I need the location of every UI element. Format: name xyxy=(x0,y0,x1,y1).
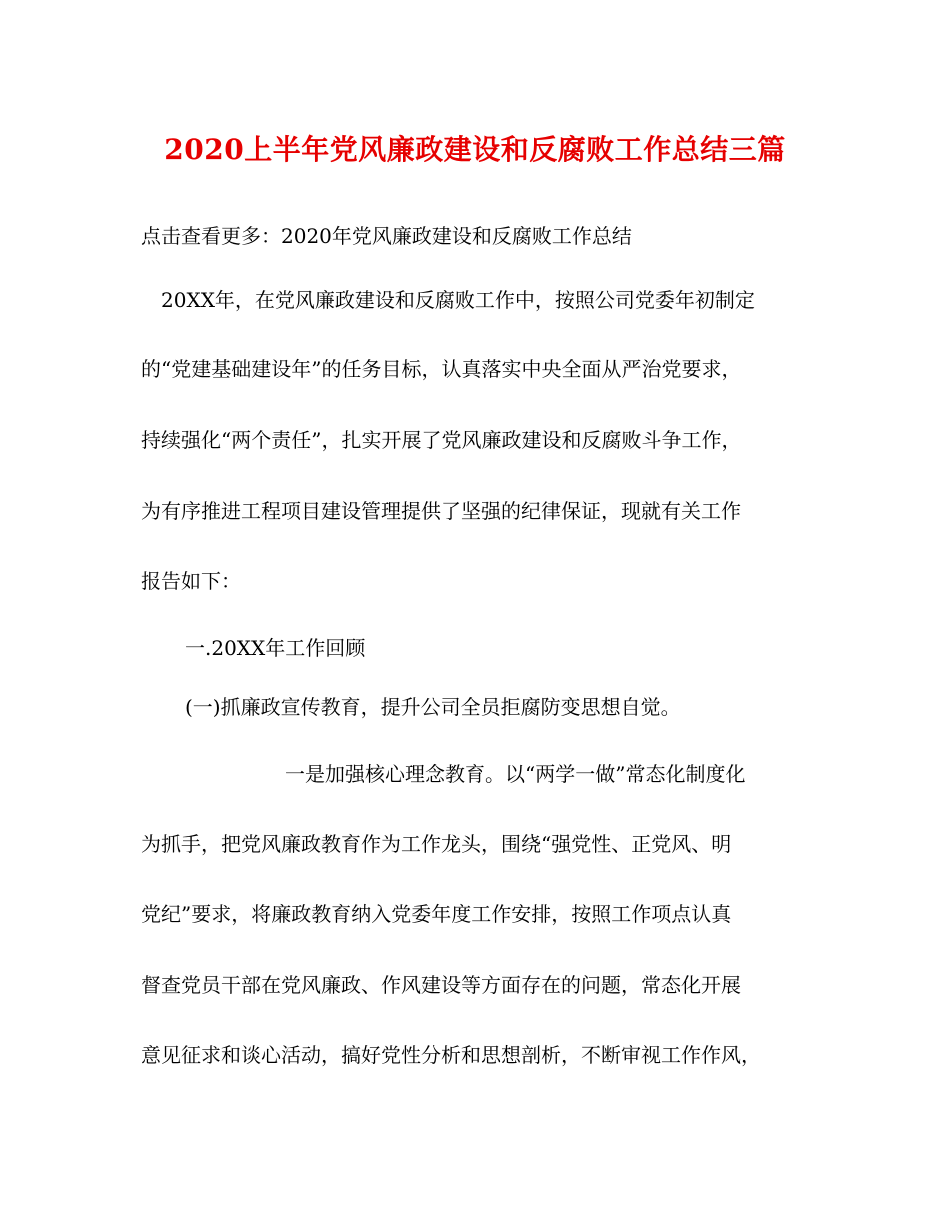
link-line-more[interactable]: 点击查看更多：2020年党风廉政建设和反腐败工作总结 xyxy=(141,224,632,248)
paragraph-line: 为有序推进工程项目建设管理提供了坚强的纪律保证，现就有关工作 xyxy=(141,499,741,523)
paragraph-line: 意见征求和谈心活动，搞好党性分析和思想剖析，不断审视工作作风， xyxy=(141,1043,761,1067)
paragraph-line: 党纪”要求，将廉政教育纳入党委年度工作安排，按照工作项点认真 xyxy=(141,902,732,926)
paragraph-line: 一是加强核心理念教育。以“两学一做”常态化制度化 xyxy=(285,762,746,786)
section-heading: 一.20XX年工作回顾 xyxy=(185,636,366,660)
paragraph-line: 报告如下： xyxy=(141,569,241,593)
subsection-heading: (一)抓廉政宣传教育，提升公司全员拒腐防变思想自觉。 xyxy=(185,695,681,719)
document-title: 2020上半年党风廉政建设和反腐败工作总结三篇 xyxy=(164,133,786,166)
paragraph-line: 的“党建基础建设年”的任务目标，认真落实中央全面从严治党要求， xyxy=(141,357,742,381)
paragraph-line: 20XX年，在党风廉政建设和反腐败工作中，按照公司党委年初制定 xyxy=(161,288,755,312)
paragraph-line: 督查党员干部在党风廉政、作风建设等方面存在的问题，常态化开展 xyxy=(141,973,741,997)
paragraph-line: 为抓手，把党风廉政教育作为工作龙头，围绕“强党性、正党风、明 xyxy=(141,832,732,856)
paragraph-line: 持续强化“两个责任”，扎实开展了党风廉政建设和反腐败斗争工作， xyxy=(141,428,742,452)
